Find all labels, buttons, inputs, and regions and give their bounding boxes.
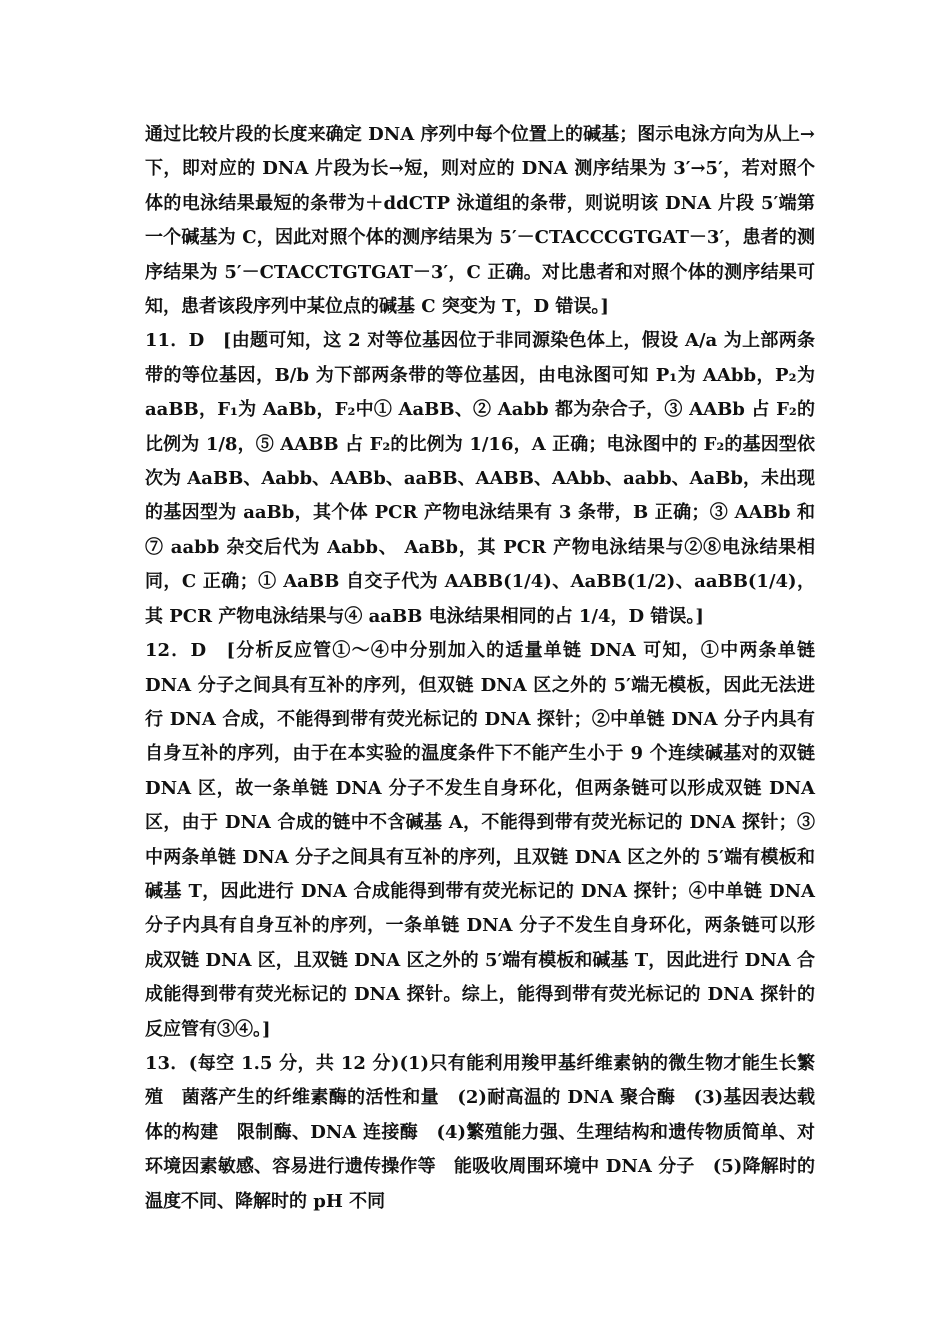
- paragraph-answer-13: 13．(每空 1.5 分，共 12 分)(1)只有能利用羧甲基纤维素钠的微生物才能生长繁殖 菌落产生的纤维素酶的活性和量 (2)耐高温的 DNA 聚合酶 (3)基因表达载体的构建 限制酶、DNA 连接酶 (4)繁殖能力强、生理结构和遗传物质简单、对环境因素敏感、容易进行遗传操作等 能吸收周围环境中 DNA 分子 (5)降解时的温度不同、降解时的 pH 不同: [145, 1052, 815, 1212]
- answer-text-block: [145, 118, 815, 1219]
- paragraph-answer-11: 11．D [由题可知，这 2 对等位基因位于非同源染色体上，假设 A/a 为上部两条带的等位基因，B/b 为下部两条带的等位基因，由电泳图可知 P₁为 AAbb，P₂为 aaBB，F₁为 AaBb，F₂中① AaBB、② Aabb 都为杂合子，③ AABb 占 F₂的比例为 1/8，⑤ AABB 占 F₂的比例为 1/16，A 正确；电泳图中的 F₂的基因型依次为 AaBB、Aabb、AABb、aaBB、AABB、AAbb、aabb、AaBb，未出现的基因型为 aaBb，其个体 PCR 产物电泳结果有 3 条带，B 正确；③ AABb 和⑦ aabb 杂交后代为 Aabb、 AaBb，其 PCR 产物电泳结果与②⑧电泳结果相同，C 正确；① AaBB 自交子代为 AABB(1/4)、AaBB(1/2)、aaBB(1/4)，其 PCR 产物电泳结果与④ aaBB 电泳结果相同的占 1/4，D 错误。]: [145, 330, 815, 627]
- paragraph-continuation: 通过比较片段的长度来确定 DNA 序列中每个位置上的碱基；图示电泳方向为从上→下，即对应的 DNA 片段为长→短，则对应的 DNA 测序结果为 3′→5′，若对照个体的电泳结果最短的条带为＋ddCTP 泳道组的条带，则说明该 DNA 片段 5′端第一个碱基为 C，因此对照个体的测序结果为 5′－CTACCCGTGAT－3′，患者的测序结果为 5′－CTACCTGTGAT－3′，C 正确。对比患者和对照个体的测序结果可知，患者该段序列中某位点的碱基 C 突变为 T，D 错误。]: [145, 124, 815, 318]
- paragraph-answer-12: 12．D [分析反应管①～④中分别加入的适量单链 DNA 可知，①中两条单链 DNA 分子之间具有互补的序列，但双链 DNA 区之外的 5′端无模板，因此无法进行 DNA 合成，不能得到带有荧光标记的 DNA 探针；②中单链 DNA 分子内具有自身互补的序列，由于在本实验的温度条件下不能产生小于 9 个连续碱基对的双链 DNA 区，故一条单链 DNA 分子不发生自身环化，但两条链可以形成双链 DNA 区，由于 DNA 合成的链中不含碱基 A，不能得到带有荧光标记的 DNA 探针；③中两条单链 DNA 分子之间具有互补的序列，且双链 DNA 区之外的 5′端有模板和碱基 T，因此进行 DNA 合成能得到带有荧光标记的 DNA 探针；④中单链 DNA 分子内具有自身互补的序列，一条单链 DNA 分子不发生自身环化，两条链可以形成双链 DNA 区，且双链 DNA 区之外的 5′端有模板和碱基 T，因此进行 DNA 合成能得到带有荧光标记的 DNA 探针。综上，能得到带有荧光标记的 DNA 探针的反应管有③④。]: [145, 640, 815, 1040]
